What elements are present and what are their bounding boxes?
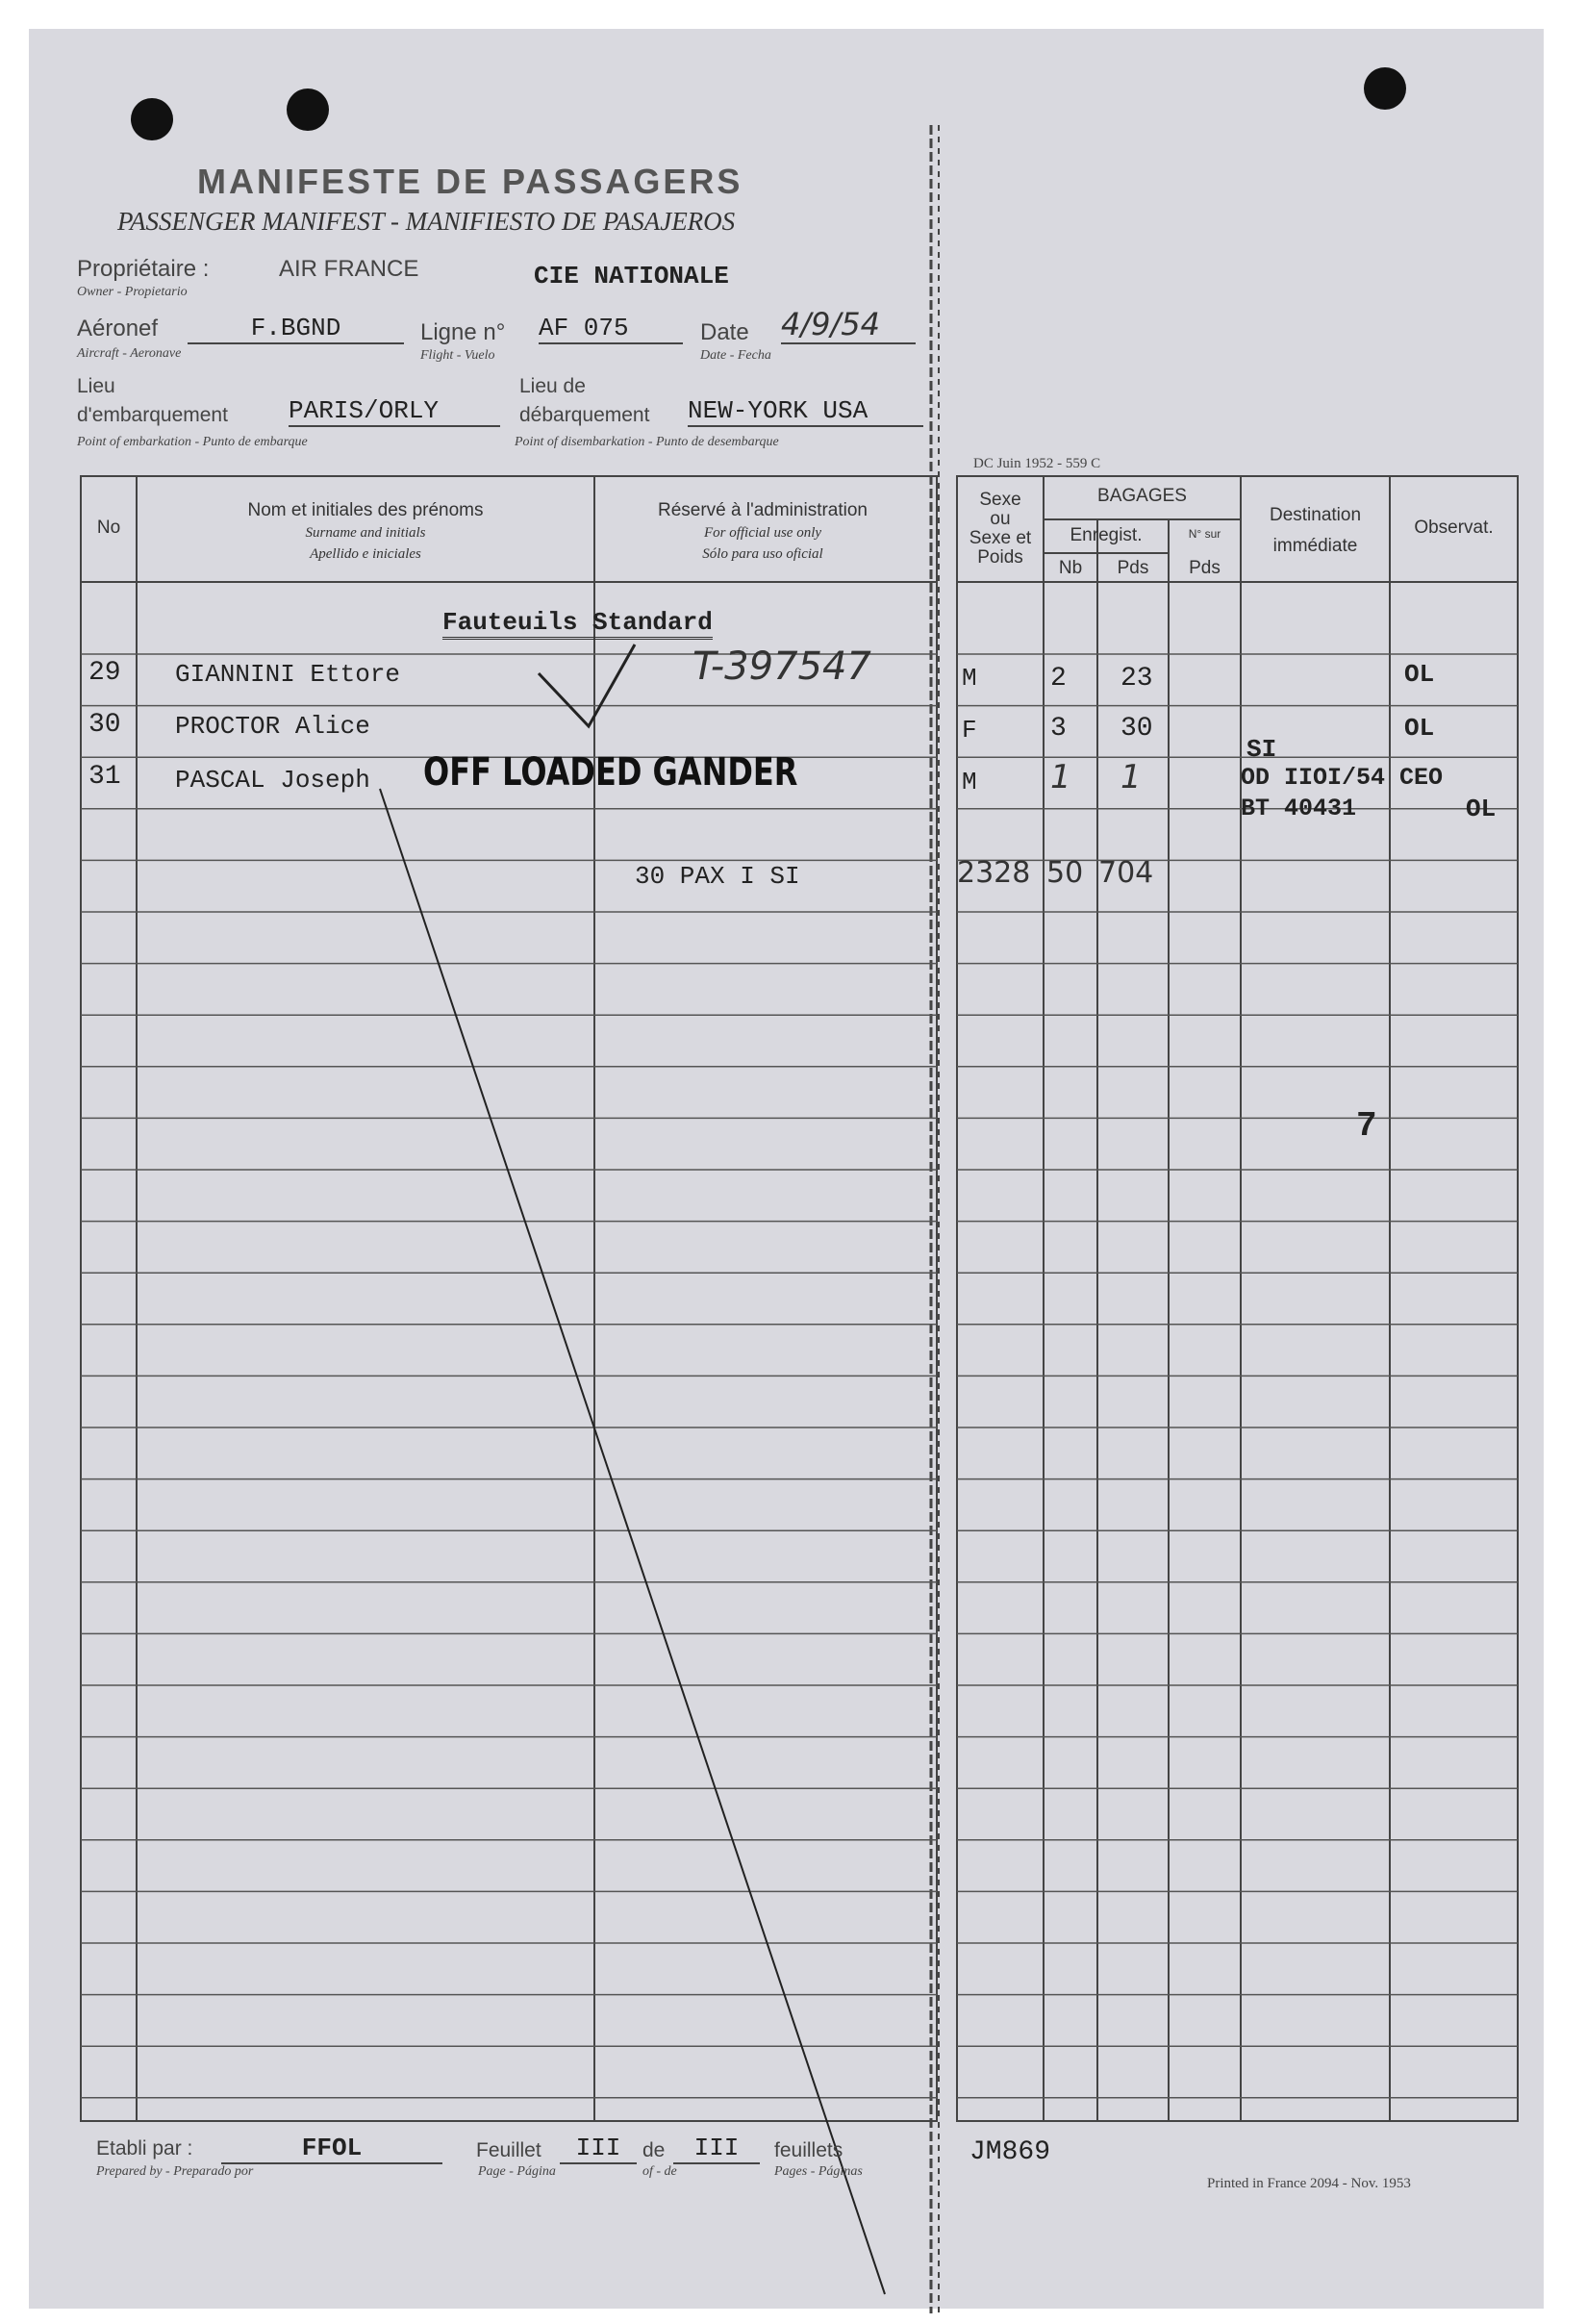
col-pds2: Pds	[1189, 558, 1221, 578]
col-sex-1: Sexe	[979, 490, 1021, 510]
date-value: 4/9/54	[781, 306, 916, 344]
of-sublabel: of - de	[642, 2164, 677, 2179]
row-no: 31	[88, 762, 121, 792]
handwritten-ticket-number: T-397547	[692, 644, 871, 689]
date-sublabel: Date - Fecha	[700, 348, 771, 363]
pages-sublabel: Pages - Páginas	[774, 2164, 863, 2179]
page-value: III	[560, 2134, 637, 2164]
col-name-fr: Nom et initiales des prénoms	[247, 500, 484, 520]
totals-pds: 704	[1098, 856, 1154, 890]
col-sex-2: ou	[990, 509, 1011, 529]
owner-sublabel: Owner - Propietario	[77, 285, 188, 299]
aircraft-value: F.BGND	[188, 314, 404, 344]
embark-label-1: Lieu	[77, 375, 115, 397]
col-admin-es: Sólo para uso oficial	[702, 546, 823, 562]
aircraft-label: Aéronef	[77, 316, 159, 341]
row-no: 29	[88, 658, 121, 688]
row-obs: OL	[1404, 660, 1435, 689]
page-sublabel: Page - Página	[478, 2164, 556, 2179]
col-admin-en: For official use only	[703, 525, 822, 541]
row-obs: OL	[1466, 795, 1497, 823]
disembark-sublabel: Point of disembarkation - Punto de desembarque	[515, 435, 779, 449]
line-value: AF 075	[539, 314, 683, 344]
company-value: CIE NATIONALE	[534, 262, 729, 290]
embark-label-2: d'embarquement	[77, 404, 228, 426]
manifest-subtitle: PASSENGER MANIFEST - MANIFIESTO DE PASAJEROS	[117, 207, 736, 236]
col-name	[137, 500, 594, 564]
col-admin-fr: Réservé à l'administration	[658, 500, 868, 520]
col-sex-3: Sexe et	[969, 528, 1032, 548]
of-value: III	[673, 2134, 760, 2164]
col-bagages: BAGAGES	[1097, 486, 1187, 506]
row-sex: M	[962, 768, 977, 796]
col-name-en: Surname and initials	[305, 525, 426, 541]
totals-label: 30 PAX I SI	[635, 862, 800, 891]
offloaded-stamp: OFF LOADED GANDER	[423, 750, 798, 795]
col-pds: Pds	[1117, 558, 1149, 578]
embark-sublabel: Point of embarkation - Punto de embarque	[77, 435, 308, 449]
col-admin	[594, 500, 931, 564]
row-nb: 2	[1050, 664, 1067, 694]
prepared-sublabel: Prepared by - Preparado por	[96, 2164, 254, 2179]
manifest-title: MANIFESTE DE PASSAGERS	[197, 162, 743, 201]
row-pds: 30	[1120, 714, 1153, 744]
line-sublabel: Flight - Vuelo	[420, 348, 495, 363]
col-name-es: Apellido e iniciales	[310, 546, 421, 562]
reference-code: JM869	[969, 2137, 1051, 2167]
disembark-value: NEW-YORK USA	[688, 396, 923, 427]
disembark-label-2: débarquement	[519, 404, 650, 426]
col-sex	[957, 491, 1044, 568]
row-dest: BT 40431	[1241, 795, 1357, 822]
col-no: No	[96, 518, 121, 538]
col-nb: Nb	[1058, 558, 1083, 578]
side-mark: 7	[1356, 1106, 1377, 1146]
embark-value: PARIS/ORLY	[289, 396, 500, 427]
pages-label: feuillets	[774, 2139, 843, 2161]
prepared-label: Etabli par :	[96, 2137, 193, 2160]
totals-weight: 2328	[957, 856, 1031, 890]
row-nb: 1	[1050, 758, 1071, 796]
section-title: Fauteuils Standard	[442, 608, 713, 640]
row-name: PROCTOR Alice	[175, 712, 370, 741]
row-obs: OL	[1404, 714, 1435, 743]
row-sex: M	[962, 664, 977, 693]
row-dest: OD IIOI/54 CEO	[1241, 764, 1444, 792]
totals-nb: 50	[1046, 856, 1084, 890]
col-nsur: N° sur	[1188, 527, 1221, 541]
printed-note: Printed in France 2094 - Nov. 1953	[1207, 2176, 1411, 2191]
col-destination	[1241, 500, 1390, 562]
row-pds: 1	[1120, 758, 1142, 796]
owner-value: AIR FRANCE	[279, 256, 419, 282]
col-dest-1: Destination	[1269, 505, 1362, 525]
row-name: PASCAL Joseph	[175, 766, 370, 795]
col-sex-4: Poids	[977, 547, 1023, 568]
row-no: 30	[88, 710, 121, 740]
line-label: Ligne n°	[420, 319, 506, 345]
of-label: de	[642, 2139, 666, 2161]
date-label: Date	[700, 319, 749, 345]
col-dest-2: immédiate	[1272, 536, 1358, 556]
disembark-label-1: Lieu de	[519, 375, 586, 397]
row-name: GIANNINI Ettore	[175, 660, 401, 689]
aircraft-sublabel: Aircraft - Aeronave	[77, 346, 182, 361]
form-code: DC Juin 1952 - 559 C	[973, 456, 1101, 471]
row-sex: F	[962, 716, 977, 745]
row-nb: 3	[1050, 714, 1067, 744]
row-pds: 23	[1120, 664, 1153, 694]
owner-label: Propriétaire :	[77, 256, 210, 282]
page-label: Feuillet	[476, 2139, 541, 2161]
col-enregist: Enregist.	[1070, 525, 1143, 545]
prepared-value: FFOL	[221, 2134, 442, 2164]
col-observ: Observat.	[1414, 518, 1494, 538]
row-dest: SI	[1246, 735, 1277, 764]
